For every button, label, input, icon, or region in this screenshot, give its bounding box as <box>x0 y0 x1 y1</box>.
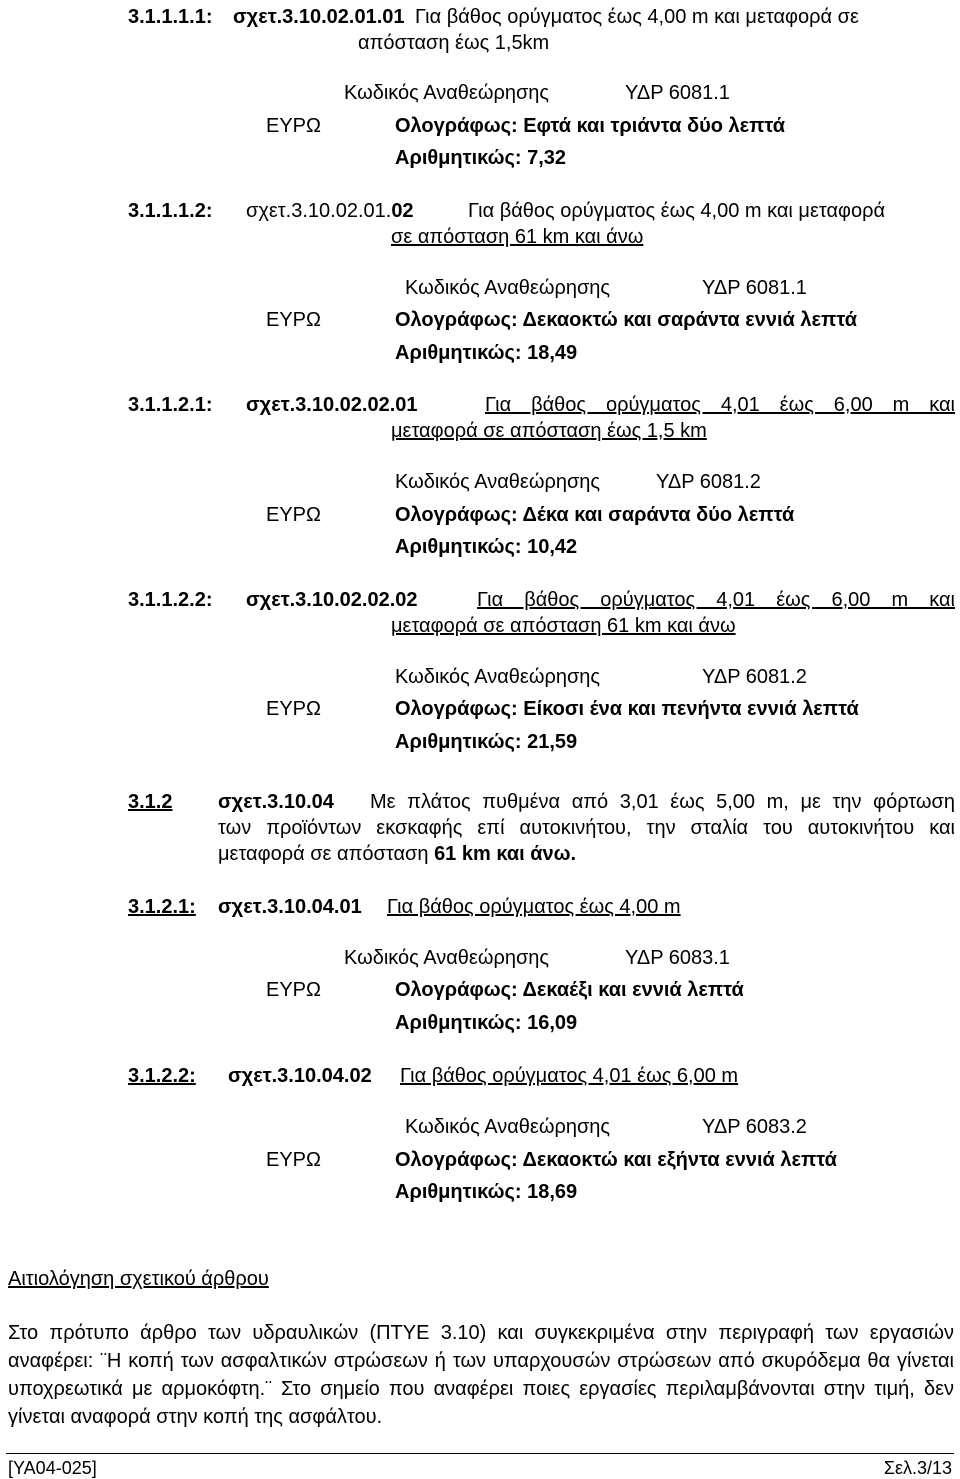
section-number: 3.1.1.2.1: <box>128 394 213 416</box>
revision-code-value: ΥΔΡ 6083.2 <box>702 1116 807 1138</box>
price-in-words: Ολογράφως: Δέκα και σαράντα δύο λεπτά <box>395 504 795 526</box>
section-desc: Για βάθος ορύγματος έως 4,00 m <box>387 896 681 918</box>
revision-code-label: Κωδικός Αναθεώρησης <box>395 666 601 688</box>
footer-page-number: Σελ.3/13 <box>883 1458 952 1478</box>
section-desc: Για βάθος ορύγματος έως 4,00 m και μεταφορά σε <box>415 6 859 28</box>
section-desc: Για βάθος ορύγματος 4,01 έως 6,00 m και <box>485 394 955 416</box>
section-number: 3.1.2.1: <box>128 896 196 918</box>
revision-code-value: ΥΔΡ 6081.1 <box>702 277 807 299</box>
section-ref: σχετ.3.10.02.02.02 <box>246 589 418 611</box>
section-desc-cont: των προϊόντων εκσκαφής επί αυτοκινήτου, την σταλία του αυτοκινήτου και <box>218 817 955 839</box>
section-desc-cont: μεταφορά σε απόσταση 61 km και άνω. <box>218 843 577 865</box>
section-desc-cont: μεταφορά σε απόσταση 61 km και άνω <box>391 615 736 637</box>
section-desc: Με πλάτος πυθμένα από 3,01 έως 5,00 m, με την φόρτωση <box>370 791 955 813</box>
revision-code-label: Κωδικός Αναθεώρησης <box>344 947 550 969</box>
section-desc-cont: απόσταση έως 1,5km <box>358 32 550 54</box>
currency-label: ΕΥΡΩ <box>266 979 321 1001</box>
currency-label: ΕΥΡΩ <box>266 1149 321 1171</box>
justification-paragraph: Στο πρότυπο άρθρο των υδραυλικών (ΠΤΥΕ 3.10) και συγκεκριμένα στην περιγραφή των εργασιών αναφέρει: ¨Η κοπή των ασφαλτικών στρώσεων ή των υπαρχουσών στρώσεων από σκυρόδεμα θα γίνεται υποχρεωτικά με αρμοκόφτη.¨ Στο σημείο που αναφέρει ποιες εργασίες περιλαμβάνονται στην τιμή, δεν γίνεται αναφορά στην κοπή της ασφάλτου. <box>8 1322 954 1428</box>
section-ref: σχετ.3.10.02.02.01 <box>246 394 418 416</box>
price-in-words: Ολογράφως: Δεκαοκτώ και εξήντα εννιά λεπτά <box>395 1149 837 1171</box>
section-number: 3.1.1.1.1: <box>128 6 213 28</box>
section-desc-cont: σε απόσταση 61 km και άνω <box>391 226 644 248</box>
section-number: 3.1.1.2.2: <box>128 589 213 611</box>
price-in-digits: Αριθμητικώς: 21,59 <box>395 731 578 753</box>
price-in-digits: Αριθμητικώς: 18,69 <box>395 1181 578 1203</box>
revision-code-label: Κωδικός Αναθεώρησης <box>395 471 601 493</box>
price-in-words: Ολογράφως: Εφτά και τριάντα δύο λεπτά <box>395 115 786 137</box>
price-in-words: Ολογράφως: Δεκαοκτώ και σαράντα εννιά λεπτά <box>395 309 857 331</box>
currency-label: ΕΥΡΩ <box>266 504 321 526</box>
section-ref: σχετ.3.10.02.01.01 <box>233 6 405 28</box>
currency-label: ΕΥΡΩ <box>266 309 321 331</box>
section-number: 3.1.1.1.2: <box>128 200 213 222</box>
justification-heading: Αιτιολόγηση σχετικού άρθρου <box>8 1268 269 1290</box>
revision-code-value: ΥΔΡ 6083.1 <box>625 947 730 969</box>
revision-code-label: Κωδικός Αναθεώρησης <box>344 82 550 104</box>
price-in-words: Ολογράφως: Δεκαέξι και εννιά λεπτά <box>395 979 744 1001</box>
revision-code-value: ΥΔΡ 6081.2 <box>656 471 761 493</box>
currency-label: ΕΥΡΩ <box>266 115 321 137</box>
currency-label: ΕΥΡΩ <box>266 698 321 720</box>
section-ref: σχετ.3.10.04.01 <box>218 896 362 918</box>
price-in-digits: Αριθμητικώς: 10,42 <box>395 536 578 558</box>
footer-doc-code: [ΥΑ04-025] <box>8 1458 97 1478</box>
section-ref: σχετ.3.10.04.02 <box>228 1065 372 1087</box>
section-desc: Για βάθος ορύγματος 4,01 έως 6,00 m και <box>477 589 955 611</box>
price-in-words: Ολογράφως: Είκοσι ένα και πενήντα εννιά λεπτά <box>395 698 859 720</box>
section-desc-cont: μεταφορά σε απόσταση έως 1,5 km <box>391 420 707 442</box>
revision-code-label: Κωδικός Αναθεώρησης <box>405 277 611 299</box>
footer-divider <box>6 1453 954 1454</box>
section-number: 3.1.2 <box>128 791 173 813</box>
revision-code-value: ΥΔΡ 6081.2 <box>702 666 807 688</box>
section-number: 3.1.2.2: <box>128 1065 196 1087</box>
section-desc: Για βάθος ορύγματος έως 4,00 m και μεταφορά <box>468 200 886 222</box>
revision-code-value: ΥΔΡ 6081.1 <box>625 82 730 104</box>
revision-code-label: Κωδικός Αναθεώρησης <box>405 1116 611 1138</box>
section-ref: σχετ.3.10.04 <box>218 791 334 813</box>
section-desc: Για βάθος ορύγματος 4,01 έως 6,00 m <box>400 1065 739 1087</box>
price-in-digits: Αριθμητικώς: 16,09 <box>395 1012 578 1034</box>
price-in-digits: Αριθμητικώς: 18,49 <box>395 342 578 364</box>
section-ref: σχετ.3.10.02.01.02 <box>246 200 414 222</box>
price-in-digits: Αριθμητικώς: 7,32 <box>395 147 567 169</box>
